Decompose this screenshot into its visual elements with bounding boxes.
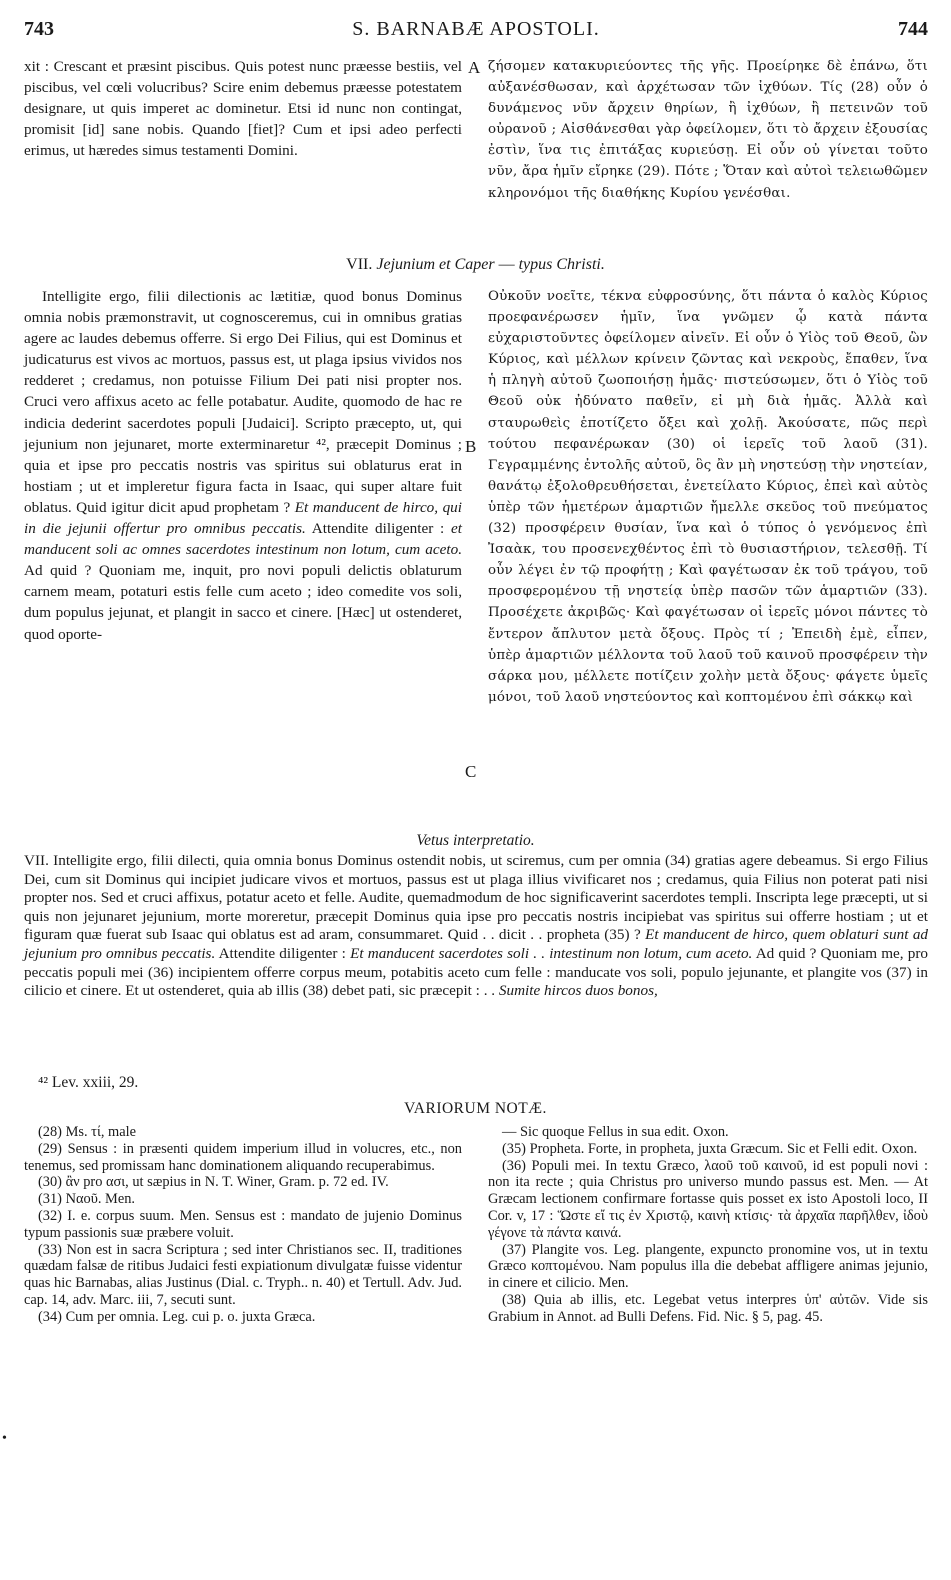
page-number-right: 744 bbox=[898, 18, 928, 40]
vetus-paragraph bbox=[24, 852, 928, 1001]
section-dash: — bbox=[498, 256, 515, 273]
notes-heading: VARIORUM NOTÆ. bbox=[404, 1100, 547, 1117]
vetus-quote-a: Et manducent de hirco, quem oblaturi sunt ad jejunium pro omnibus peccatis. bbox=[24, 926, 929, 962]
note-34-cont: — Sic quoque Fellus in sua edit. Oxon. bbox=[502, 1124, 729, 1140]
note-35: (35) Propheta. Forte, in propheta, juxta Græcum. Sic et Felli edit. Oxon. bbox=[502, 1140, 918, 1157]
page-header bbox=[24, 18, 928, 46]
greek-main-paragraph: Οὐκοῦν νοεῖτε, τέκνα εὐφροσύνης, ὅτι πάντα ὁ καλὸς Κύριος προεφανέρωσεν ἡμῖν, ἵνα γνῶμεν ᾧ κατὰ πάντα εὐχαριστοῦντες ὀφείλομεν αἰνεῖν. Εἰ οὖν ὁ Υἱὸς τοῦ Θεοῦ, ὢν Κύριος, καὶ μέλλων κρίνειν ζῶντας καὶ νεκροὺς, ἔπαθεν, ἵνα ἡ πληγὴ αὐτοῦ ζωοποιήσῃ ἡμᾶς· πιστεύσωμεν, ὅτι ὁ Υἱὸς τοῦ Θεοῦ οὐκ ἠδύνατο παθεῖν, εἰ μὴ διὰ ἡμᾶς. Ἀλλὰ καὶ σταυρωθεὶς ἐποτίζετο ὄξει καὶ χολῇ. Ἀκούσατε, πῶς περὶ τούτου πεφανέρωκαν (30) οἱ ἱερεῖς τοῦ λαοῦ (31). Γεγραμμένης ἐντολῆς αὐτοῦ, ὃς ἂν μὴ νηστεύσῃ τὴν νηστείαν, θανάτῳ ἐξολοθρευθήσεται, ἐνετείλατο Κύριος, ἐπεὶ καὶ αὐτὸς ὑπὲρ τῶν ἡμετέρων ἁμαρτιῶν ἤμελλε σκεῦος τοῦ πνεύματος (32) προσφέρειν θυσίαν, ἵνα καὶ ὁ τύπος ὁ γενόμενος ἐπὶ Ἰσαὰκ, του προσενεχθέντος ἐπὶ τὸ θυσιαστήριον, τελεσθῇ. Τί οὖν λέγει ἐν τῷ προφήτῃ ; Καὶ φαγέτωσαν ἐκ τοῦ τράγου, τοῦ προσφερομένου τῇ νηστείᾳ ὑπὲρ πασῶν τῶν ἁμαρτιῶν (33). Προσέχετε ἀκριβῶς· Καὶ φαγέτωσαν οἱ ἱερεῖς μόνοι πάντες τὸ ἔντερον ἄπλυτον μετὰ ὄξους. Πρὸς τί ; Ἐπειδὴ ἐμὲ, εἶπεν, ὑπὲρ ἁμαρτιῶν μέλλοντα τοῦ λαοῦ τοῦ καινοῦ προσφέρειν τὴν σάρκα μου, μέλλετε ποτίζειν χολὴν μετὰ ὄξους· φάγετε ὑμεῖς μόνοι, τοῦ λαοῦ νηστεύοντος καὶ κοπτομένου ἐπὶ σάκκῳ καὶ bbox=[488, 289, 928, 705]
latin-main-quote-a: Et manducent de hirco, qui in die jejunii offertur pro omnibus peccatis. bbox=[24, 498, 462, 538]
section-subtitle: typus Christi. bbox=[518, 256, 605, 273]
note-33: (33) Non est in sacra Scriptura ; sed inter Christianos sec. II, traditiones quædam falsæ de ritibus Judaici festi expiationum divulgatæ fuisse videntur quas hic Barnabas, alias Justinus (Dial. c. Tryph.. n. 40) et Tertull. Adv. Jud. cap. 14, adv. Marc. iii, 7, secuti sunt. bbox=[24, 1241, 462, 1308]
vetus-text-a: VII. Intelligite ergo, filii dilecti, quia omnia bonus Dominus ostendit nobis, ut sciremus, cum per omnia (34) gratias agere debeamus. Si ergo Filius Dei, cum sit Dominus qui incipiet judicare vivos et mortuos, passus est ut plaga illius vivificaret nos ; credamus, quia Filius non poterat pati nisi propter nos. Sed et cruci affixus, potatur aceto et felle. Audite, quemadmodum de hoc significaverint sacerdotes templi. Inscripta lege præcepti, ut si quis non jejunaret jejunium, morte moreretur, præcepit Dominus quia ipse pro peccatis nostris incipiebat vas spiritus sui offerre hostiam ; ut et figuram quæ fuerat sub Isaac qui oblatus est ad aram, consummaret. Quid . . dicit . . propheta (35) ? bbox=[24, 852, 928, 944]
latin-main-text-a: Intelligite ergo, filii dilectionis ac lætitiæ, quod bonus Dominus omnia nobis præmonstravit, ut cognosceremus, cui in omnibus gratias agere ac laudes debemus offerre. Si ergo Dei Filius, qui est Dominus et judicaturus est vivos ac mortuos, passus est, ut plaga ipsius vividos nos redderet ; credamus, non potuisse Filium Dei pati nisi propter nos. Cruci vero affixus aceto ac felle potabatur. Audite, quomodo de hac re indicia dederint sacerdotes populi [Judaici]. Scripto præcepto, ut, qui jejunium non jejunaret, morte exterminaretur ⁴², præcepit Dominus ; quia et ipse pro peccatis nostris vas spiritus sui oblaturus erat in hostiam ; ut et impleretur figura facta in Isaac, qui super altare fuit oblatus. Quid igitur dicit apud prophetam ? bbox=[24, 288, 462, 516]
note-32: (32) I. e. corpus suum. Men. Sensus est : mandato de jujenio Dominus typum passionis suæ præbere voluit. bbox=[24, 1207, 462, 1241]
latin-main-text-c: Ad quid ? Quoniam me, inquit, pro novi populi delictis oblaturum carnem meam, potaturi estis felle cum aceto ; ideo comedite vos soli, dum populus jejunat, et plangit in sacco et cinere. [Hæc] ut ostenderet, quod oporte- bbox=[24, 562, 462, 643]
greek-top-paragraph: ζήσομεν κατακυριεύοντες τῆς γῆς. Προείρηκε δὲ ἐπάνω, ὅτι αὐξανέσθωσαν, καὶ ἀρχέτωσαν τῶν ἰχθύων. Τίς (28) οὖν ὁ δυνάμενος νῦν ἄρχειν θηρίων, ἢ ἰχθύων, ἢ πετεινῶν τοῦ οὐρανοῦ ; Αἰσθάνεσθαι γὰρ ὀφείλομεν, ὅτι τὸ ἄρχειν ἐξουσίας ἐστὶν, ἵνα τις ἐπιτάξας κυριεύσῃ. Εἰ οὖν οὐ γίνεται τοῦτο νῦν, ἄρα ἡμῖν εἴρηκε (29). Πότε ; Ὅταν καὶ αὐτοὶ τελειωθῶμεν κληρονόμοι τῆς διαθήκης Κυρίου γενέσθαι. bbox=[488, 59, 928, 201]
section-title: Jejunium et Caper bbox=[376, 256, 495, 273]
latin-main-text-b: Attendite diligenter : bbox=[311, 520, 445, 538]
margin-marker-b: B bbox=[465, 437, 477, 456]
notes-right-column bbox=[488, 1124, 928, 1326]
page-number-left: 743 bbox=[24, 18, 54, 40]
note-29: (29) Sensus : in præsenti quidem imperium illud in volucres, etc., non tenemus, sed promissam hanc dominationem aliquando recuperabimus. bbox=[24, 1140, 462, 1174]
vetus-quote-b: Et manducent sacerdotes soli . . intestinum non lotum, cum aceto. bbox=[350, 944, 753, 962]
vetus-quote-c: Sumite hircos duos bonos, bbox=[498, 982, 658, 1000]
section-heading bbox=[0, 256, 951, 274]
section-number: VII. bbox=[346, 256, 373, 273]
vetus-interpretatio bbox=[24, 852, 928, 1001]
latin-top-paragraph: xit : Crescant et præsint piscibus. Quis potest nunc præesse bestiis, vel piscibus, vel cœli volucribus? Scire enim debemus præesse potestatem designare, ut quis imperet ac dominetur. Etsi id nunc non contingat, promisit [id] sane nobis. Quando [fiet]? Cum et ipsi adeo perfecti erimus, ut hæredes simus testamenti Domini. bbox=[24, 58, 462, 160]
note-31: (31) Ναοῦ. Men. bbox=[38, 1191, 135, 1208]
margin-marker-c: C bbox=[465, 762, 477, 781]
vetus-heading: Vetus interpretatio. bbox=[416, 832, 535, 849]
greek-column-main bbox=[488, 286, 928, 708]
note-37: (37) Plangite vos. Leg. plangente, expuncto pronomine vos, ut in textu Græco κοπτομένου. Nam populus illa die debebat affligere animas jejunio, in cinere et cilicio. Men. bbox=[488, 1241, 928, 1292]
note-34: (34) Cum per omnia. Leg. cui p. o. juxta Græca. bbox=[38, 1308, 316, 1325]
note-38: (38) Quia ab illis, etc. Legebat vetus interpres ὑπ' αὐτῶν. Vide sis Grabium in Annot. ad Bulli Defens. Fid. Nic. § 5, pag. 45. bbox=[488, 1291, 928, 1325]
latin-column-top bbox=[24, 56, 462, 161]
latin-column-main bbox=[24, 286, 462, 645]
vetus-text-b: Attendite diligenter : bbox=[218, 944, 346, 962]
greek-column-top bbox=[488, 56, 928, 204]
margin-marker-a: A bbox=[468, 58, 481, 77]
scripture-footnote: ⁴² Lev. xxiii, 29. bbox=[38, 1074, 139, 1091]
note-28: (28) Ms. τί, male bbox=[38, 1124, 136, 1140]
note-30: (30) ἂν pro ασι, ut sæpius in N. T. Winer, Gram. p. 72 ed. IV. bbox=[38, 1174, 389, 1191]
notes-left-column bbox=[24, 1124, 462, 1326]
note-36: (36) Populi mei. In textu Græco, λαοῦ τοῦ καινοῦ, id est populi novi : non ita recte ; quia Christus pro universo mundo passus est. Men. — At Græcam lectionem confirmare fortasse quis posset ex isto Apostoli loco, II Cor. v, 17 : Ὥστε εἴ τις ἐν Χριστῷ, καινὴ κτίσις· τὰ ἀρχαῖα παρῆλθεν, ἰδοὺ γέγονε τὰ πάντα καινά. bbox=[488, 1157, 928, 1241]
stray-mark: • bbox=[2, 1431, 7, 1446]
latin-main-paragraph bbox=[24, 286, 462, 645]
latin-main-quote-b: et manducent soli ac omnes sacerdotes intestinum non lotum, cum aceto. bbox=[24, 520, 463, 559]
vetus-text-c: Ad quid ? Quoniam me, pro peccatis populi mei (36) incipientem offerre corpus meum, potabitis aceto cum felle : manducate vos soli, populo jejunante, et plangite vos (37) in cilicio et cinere. Et ut ostenderet, quia ab illis (38) debet pati, sic præcepit : . . bbox=[24, 944, 928, 1000]
running-title: S. BARNABÆ APOSTOLI. bbox=[352, 18, 600, 40]
